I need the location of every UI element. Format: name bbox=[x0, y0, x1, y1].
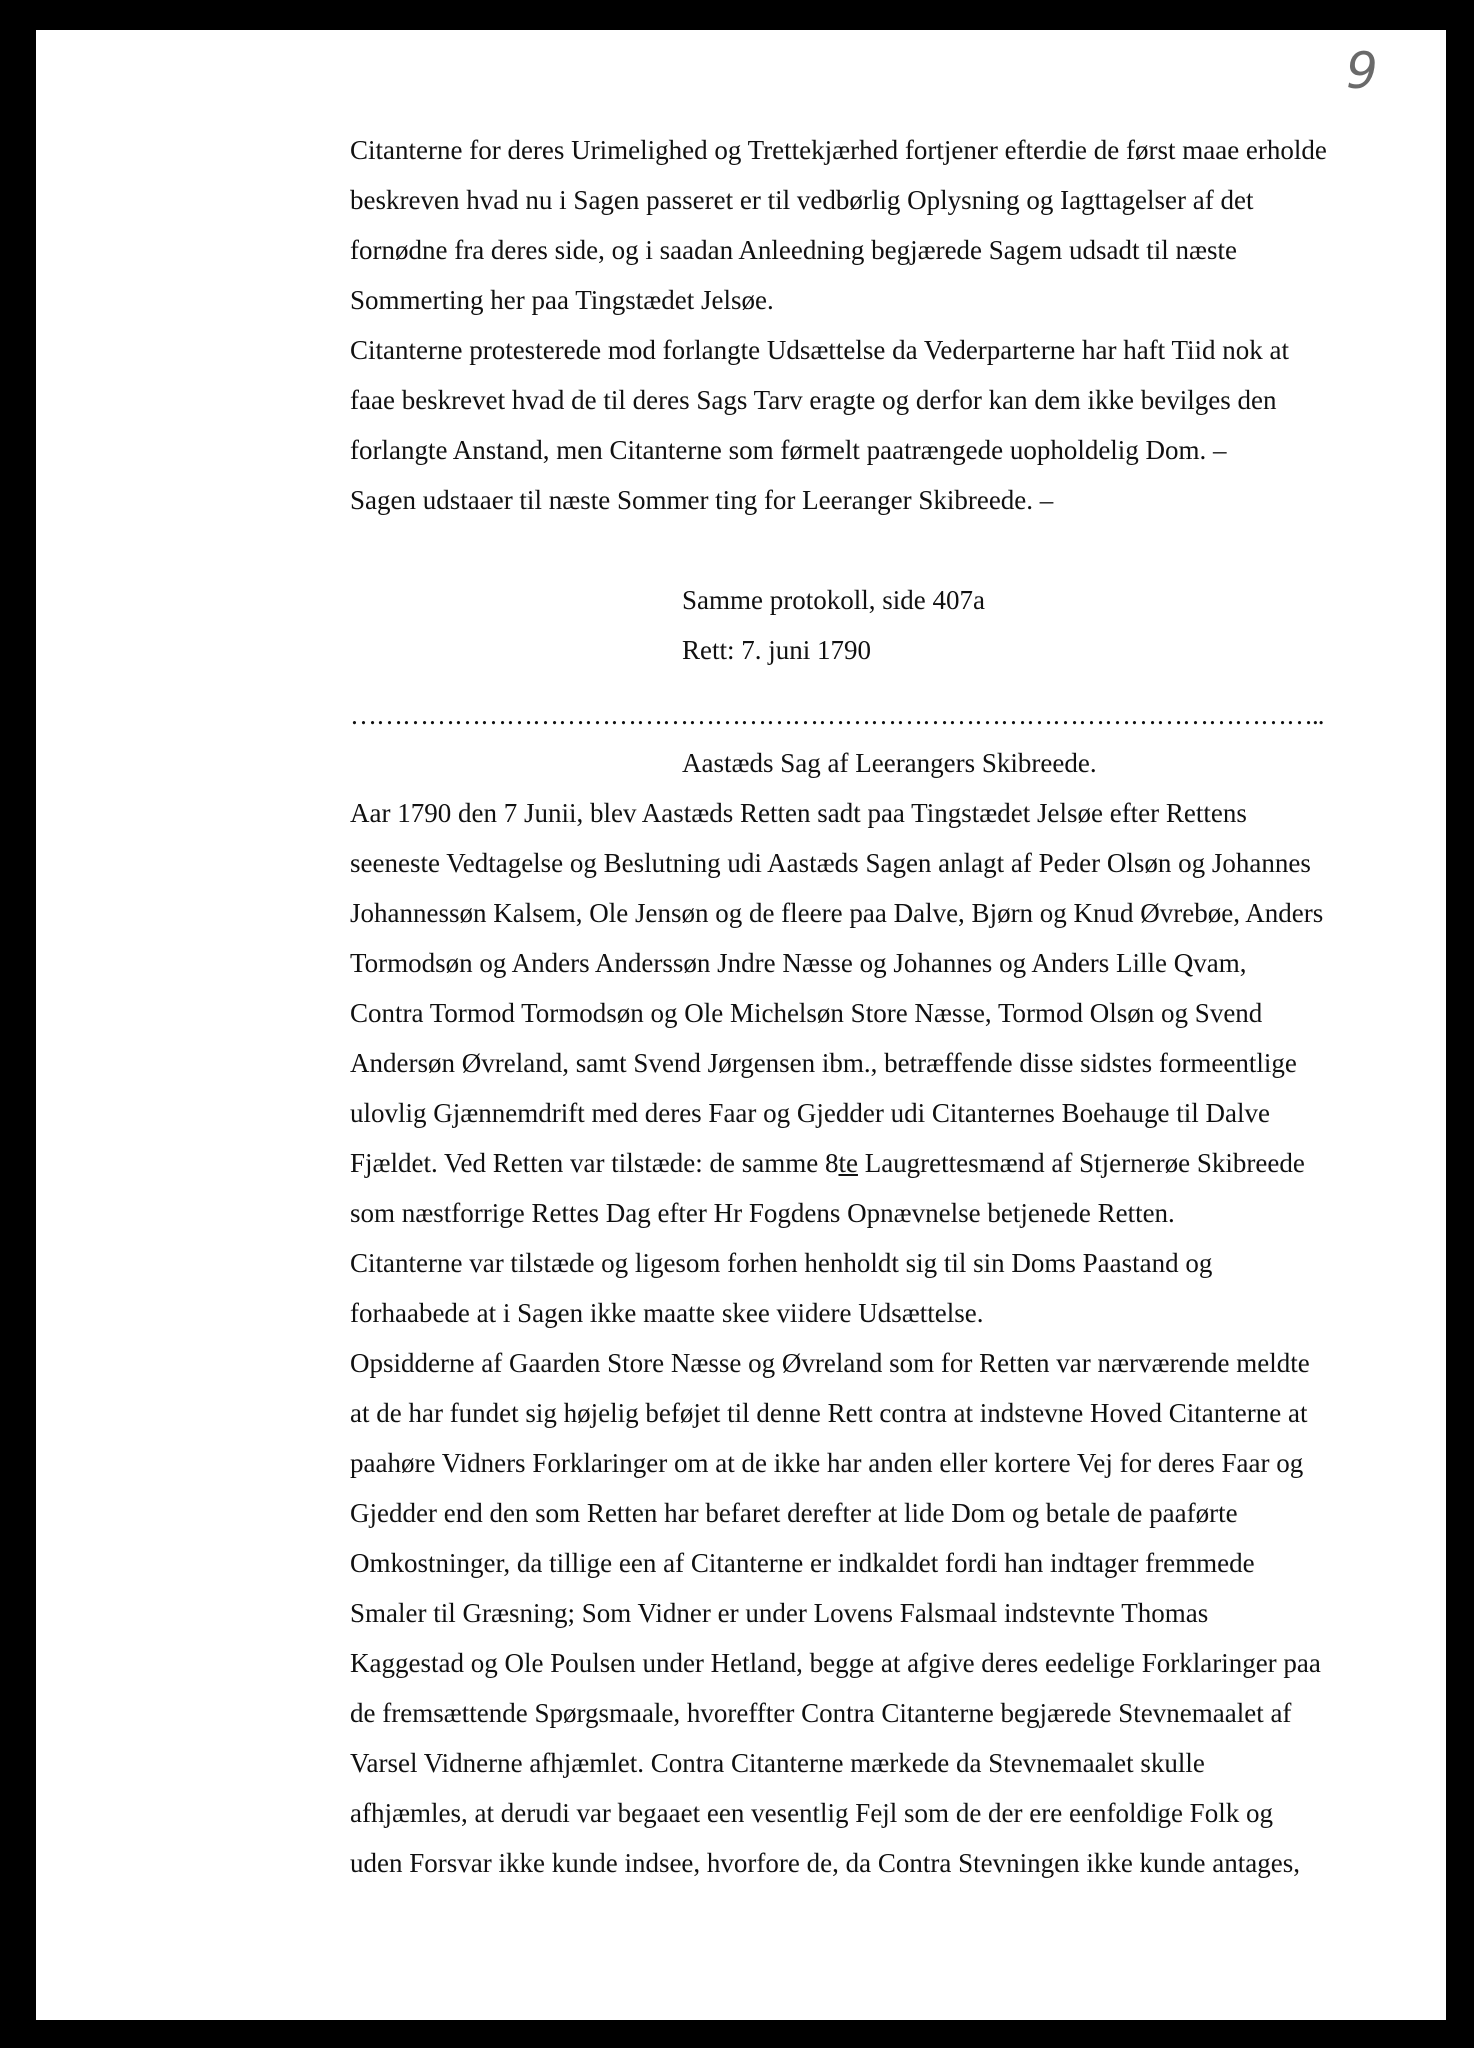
text-line: Varsel Vidnerne afhjæmlet. Contra Citanterne mærkede da Stevnemaalet skulle bbox=[350, 1748, 1205, 1778]
text-line: Citanterne for deres Urimelighed og Trettekjærhed fortjener efterdie de først maae erholde bbox=[350, 135, 1327, 165]
text-line: Citanterne var tilstæde og ligesom forhen henholdt sig til sin Doms Paastand og bbox=[350, 1248, 1213, 1278]
text-line: fornødne fra deres side, og i saadan Anleedning begjærede Sagem udsadt til næste bbox=[350, 235, 1238, 265]
text-line-mixed bbox=[350, 1138, 1390, 1188]
text-line: Kaggestad og Ole Poulsen under Hetland, begge at afgive deres eedelige Forklaringer paa bbox=[350, 1648, 1321, 1678]
underlined-superscript: te bbox=[838, 1148, 858, 1178]
text-line: de fremsættende Spørgsmaale, hvoreffter Contra Citanterne begjærede Stevnemaalet af bbox=[350, 1698, 1292, 1728]
text-line: at de har fundet sig højelig beføjet til denne Rett contra at indstevne Hoved Citanterne at bbox=[350, 1398, 1308, 1428]
source-protocol: Samme protokoll, side 407a bbox=[682, 585, 985, 615]
case-title-block bbox=[682, 738, 1097, 788]
text-segment: Laugrettesmænd af Stjernerøe Skibreede bbox=[857, 1148, 1305, 1178]
text-segment: Fjældet. Ved Retten var tilstæde: de samme 8 bbox=[350, 1148, 839, 1178]
text-line: Sagen udstaaer til næste Sommer ting for Leeranger Skibreede. – bbox=[350, 485, 1054, 515]
source-reference bbox=[682, 575, 985, 675]
text-line: Sommerting her paa Tingstædet Jelsøe. bbox=[350, 285, 774, 315]
dotted-separator: ………………………………………………………………………………………………….. bbox=[350, 700, 1324, 730]
text-line: Opsidderne af Gaarden Store Næsse og Øvreland som for Retten var nærværende meldte bbox=[350, 1348, 1310, 1378]
text-line: paahøre Vidners Forklaringer om at de ikke har anden eller kortere Vej for deres Faar og bbox=[350, 1448, 1304, 1478]
text-line: Tormodsøn og Anders Anderssøn Jndre Næsse og Johannes og Anders Lille Qvam, bbox=[350, 948, 1247, 978]
text-line: Contra Tormod Tormodsøn og Ole Michelsøn Store Næsse, Tormod Olsøn og Svend bbox=[350, 998, 1263, 1028]
text-line: Omkostninger, da tillige een af Citanterne er indkaldet fordi han indtager fremmede bbox=[350, 1548, 1255, 1578]
text-line: Smaler til Græsning; Som Vidner er under Lovens Falsmaal indstevnte Thomas bbox=[350, 1598, 1209, 1628]
text-line: afhjæmles, at derudi var begaaet een vesentlig Fejl som de der ere eenfoldige Folk og bbox=[350, 1798, 1273, 1828]
text-line: ulovlig Gjænnemdrift med deres Faar og Gjedder udi Citanternes Boehauge til Dalve bbox=[350, 1098, 1271, 1128]
document-page bbox=[36, 30, 1446, 2020]
separator-line bbox=[350, 690, 1390, 740]
text-line: Citanterne protesterede mod forlangte Udsættelse da Vederparterne har haft Tiid nok at bbox=[350, 335, 1289, 365]
case-title: Aastæds Sag af Leerangers Skibreede. bbox=[682, 748, 1097, 778]
text-line: forlangte Anstand, men Citanterne som førmelt paatrængede uopholdelig Dom. – bbox=[350, 435, 1227, 465]
paragraph-block-2 bbox=[350, 788, 1390, 1888]
text-line: beskreven hvad nu i Sagen passeret er til vedbørlig Oplysning og Iagttagelser af det bbox=[350, 185, 1254, 215]
text-line: uden Forsvar ikke kunde indsee, hvorfore de, da Contra Stevningen ikke kunde antages, bbox=[350, 1848, 1300, 1878]
text-line: Johannessøn Kalsem, Ole Jensøn og de fleere paa Dalve, Bjørn og Knud Øvrebøe, Anders bbox=[350, 898, 1324, 928]
court-date: Rett: 7. juni 1790 bbox=[682, 635, 871, 665]
text-line: som næstforrige Rettes Dag efter Hr Fogdens Opnævnelse betjenede Retten. bbox=[350, 1198, 1175, 1228]
text-line: seeneste Vedtagelse og Beslutning udi Aastæds Sagen anlagt af Peder Olsøn og Johannes bbox=[350, 848, 1311, 878]
text-line: forhaabede at i Sagen ikke maatte skee viidere Udsættelse. bbox=[350, 1298, 984, 1328]
paragraph-block-1 bbox=[350, 125, 1390, 525]
text-line: faae beskrevet hvad de til deres Sags Tarv eragte og derfor kan dem ikke bevilges den bbox=[350, 385, 1277, 415]
text-line: Andersøn Øvreland, samt Svend Jørgensen ibm., betræffende disse sidstes formeentlige bbox=[350, 1048, 1297, 1078]
text-line: Gjedder end den som Retten har befaret derefter at lide Dom og betale de paaførte bbox=[350, 1498, 1238, 1528]
text-line: Aar 1790 den 7 Junii, blev Aastæds Retten sadt paa Tingstædet Jelsøe efter Rettens bbox=[350, 798, 1247, 828]
page-number: 9 bbox=[1346, 42, 1378, 100]
